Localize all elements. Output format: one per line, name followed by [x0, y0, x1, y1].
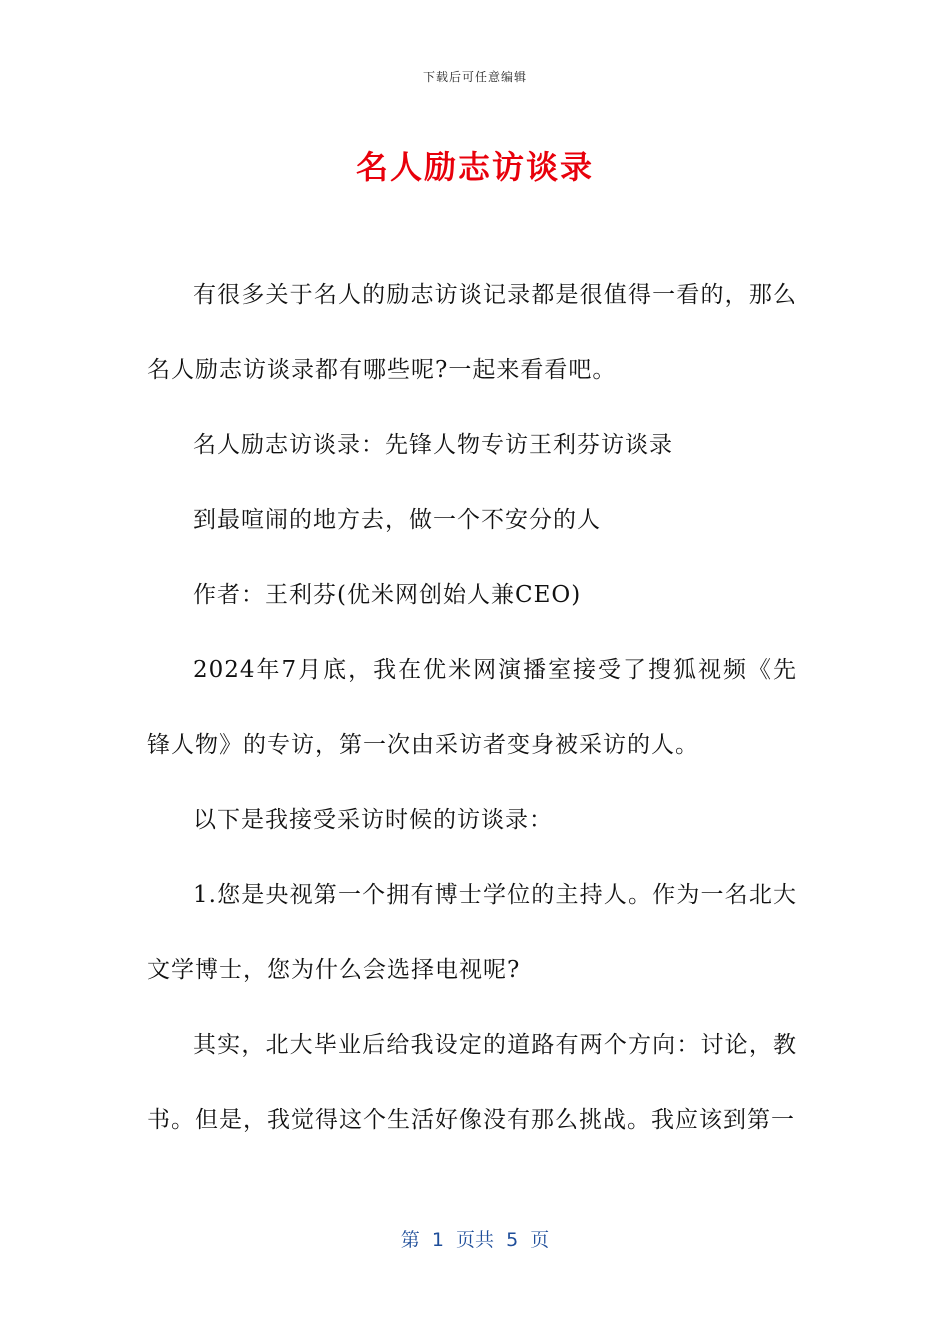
paragraph: 作者：王利芬(优米网创始人兼CEO) — [193, 582, 582, 608]
page-number-footer: 第 1 页共 5 页 — [400, 1229, 550, 1251]
paragraph: 其实，北大毕业后给我设定的道路有两个方向：讨论，教书。但是，我觉得这个生活好像没有那么挑战。我应该到第一 — [147, 1032, 797, 1133]
header-note: 下载后可任意编辑 — [422, 70, 527, 84]
paragraph: 有很多关于名人的励志访谈记录都是很值得一看的，那么名人励志访谈录都有哪些呢?一起来看看吧。 — [147, 282, 797, 383]
paragraph: 到最喧闹的地方去，做一个不安分的人 — [193, 507, 601, 533]
paragraph: 名人励志访谈录：先锋人物专访王利芬访谈录 — [193, 432, 673, 458]
paragraph: 以下是我接受采访时候的访谈录： — [193, 807, 553, 833]
document-body — [147, 258, 797, 1158]
paragraph: 2024年7月底，我在优米网演播室接受了搜狐视频《先锋人物》的专访，第一次由采访者变身被采访的人。 — [147, 657, 797, 758]
paragraph: 1.您是央视第一个拥有博士学位的主持人。作为一名北大文学博士，您为什么会选择电视呢? — [147, 882, 797, 983]
document-title: 名人励志访谈录 — [355, 148, 594, 186]
